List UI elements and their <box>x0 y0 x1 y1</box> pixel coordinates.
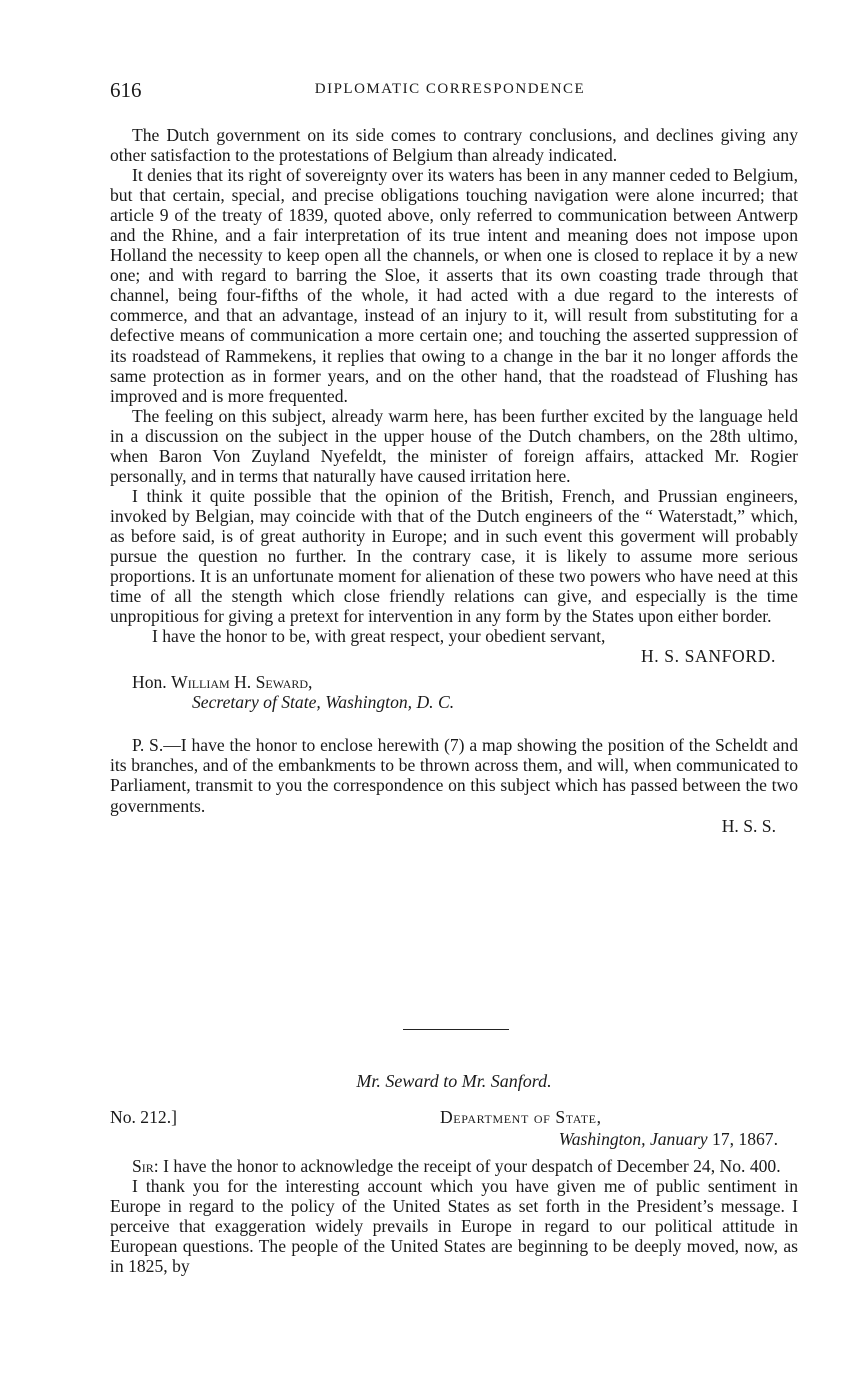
despatch-number: No. 212.] <box>110 1107 177 1127</box>
letter-one-body <box>110 125 798 836</box>
date-rest: 17, 1867. <box>712 1129 778 1149</box>
paragraph-sovereignty: It denies that its right of sovereignty over its waters has been in any manner ceded to Belgium, but that certain, special, and precise obligations touching navigation were alone incurred; that article 9 of the treaty of 1839, quoted above, only referred to communication between Antwerp and the Rhine, and a fair interpretation of its true intent and meaning does not impose upon Holland the necessity to keep open all the channels, or when one is closed to replace it by a new one; and with regard to barring the Sloe, it asserts that its own coasting trade through that channel, being four-fifths of the whole, it had acted with a due regard to the interests of commerce, and that an advantage, instead of an injury to it, will result from substituting for a defective means of communication a more certain one; and touching the asserted suppression of its roadstead of Rammekens, it replies that owing to a change in the bar it no longer affords the same protection as in former years, and on the other hand, that the roadstead of Flushing has improved and is more frequented. <box>110 165 798 406</box>
paragraph-public-sentiment: I thank you for the interesting account which you have given me of public sentiment in Europe in regard to the policy of the United States as set forth in the President’s message. I perceive that exaggeration widely prevails in Europe in regard to our political attitude in European questions. The people of the United States are beginning to be deeply moved, now, as in 1825, by <box>110 1176 798 1277</box>
letter-two-title: Mr. Seward to Mr. Sanford. <box>356 1071 552 1091</box>
letter-two-heading <box>110 1107 798 1151</box>
salutation-paragraph <box>110 1156 798 1176</box>
closing-line: I have the honor to be, with great respect, your obedient servant, <box>152 626 606 647</box>
addressee <box>132 672 798 692</box>
date-place: Washington, January <box>558 1129 708 1149</box>
postscript-initials: H. S. S. <box>721 815 776 836</box>
acknowledgement-text: I have the honor to acknowledge the receipt of your despatch of December 24, No. 400. <box>163 1156 781 1176</box>
postscript: P. S.—I have the honor to enclose herewith (7) a map showing the position of the Scheldt and its branches, and of the embankments to be thrown across them, and will, when communicated to Parliament, transmit to you the correspondence on this subject which has passed between the two governments. <box>110 735 798 816</box>
department-line: Department of State, <box>440 1107 602 1127</box>
addressee-prefix: Hon. <box>132 672 167 693</box>
signature: H. S. SANFORD. <box>640 646 776 667</box>
paragraph-dutch-conclusions: The Dutch government on its side comes to contrary conclusions, and declines giving any other satisfaction to the protestations of Belgium than already indicated. <box>110 125 798 166</box>
date-line <box>559 1129 778 1150</box>
letter-two-body <box>110 1156 798 1276</box>
page-number: 616 <box>110 78 142 102</box>
running-head: DIPLOMATIC CORRESPONDENCE <box>314 81 586 97</box>
addressee-name: William H. Seward, <box>171 672 313 693</box>
paragraph-engineers-opinion: I think it quite possible that the opinion of the British, French, and Prussian engineers, invoked by Belgian, may coincide with that of the Dutch engineers of the “ Waterstadt,” which, as before said, is of great authority in Europe; and in such event this goverment will probably pursue the question no further. In the contrary case, it is likely to assume more serious proportions. It is an unfortunate moment for alienation of these two powers who have need at this time of all the stength which close friendly relations can give, and especially is the time unpropitious for giving a pretext for intervention in any form by the States upon either border. <box>110 485 798 627</box>
page-header <box>110 78 790 104</box>
paragraph-feeling: The feeling on this subject, already warm here, has been further excited by the language held in a discussion on the subject in the upper house of the Dutch chambers, on the 28th ultimo, when Baron Von Zuyland Nyefeldt, the minister of foreign affairs, attacked Mr. Rogier personally, and in terms that naturally have caused irritation here. <box>110 405 798 486</box>
addressee-title: Secretary of State, Washington, D. C. <box>192 692 455 713</box>
salutation: Sir: <box>132 1156 159 1176</box>
section-divider <box>403 1029 509 1030</box>
